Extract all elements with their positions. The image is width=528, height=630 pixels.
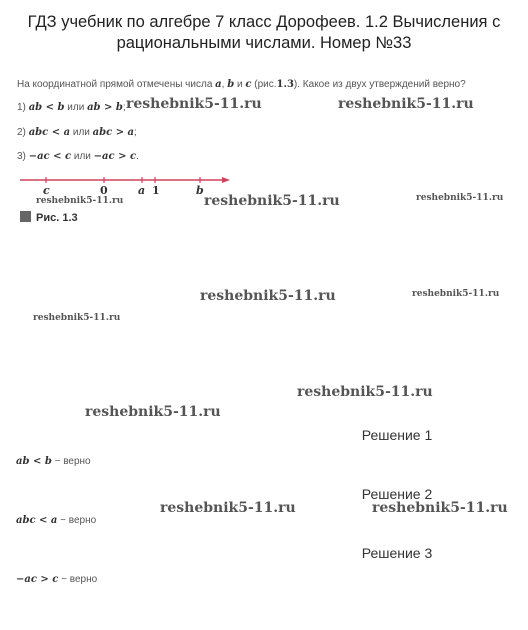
watermark: reshebnik5-11.ru [126,96,262,112]
solution-3-answer [16,574,97,585]
solution-2-heading: Решение 2 [361,486,433,502]
solution-3-heading: Решение 3 [361,545,433,561]
answer-expr: −ac > c [16,574,59,585]
item-end: ; [134,127,137,138]
problem-item-3 [17,151,139,162]
watermark: reshebnik5-11.ru [33,313,121,323]
solution-1-heading: Решение 1 [361,427,433,443]
comma: , [221,79,225,90]
item-right-expr: ab > b [87,102,123,113]
watermark: reshebnik5-11.ru [36,196,124,206]
watermark: reshebnik5-11.ru [412,289,500,299]
or-word: или [67,102,85,113]
label-c: c [43,184,50,197]
var-c: c [245,79,252,90]
label-b: b [196,184,204,197]
watermark: reshebnik5-11.ru [372,500,508,516]
watermark: reshebnik5-11.ru [297,384,433,400]
item-left-expr: ab < b [28,102,65,113]
item-left-expr: abc < a [28,127,71,138]
answer-expr: ab < b [16,456,52,467]
figure-caption [20,211,78,224]
intro-question: ). Какое из двух утверждений верно? [293,79,466,90]
solution-2-answer [16,515,96,526]
watermark: reshebnik5-11.ru [204,193,340,209]
intro-text: На координатной прямой отмечены числа [17,79,213,90]
item-end: ; [122,102,126,113]
item-number: 1) [17,102,26,113]
fig-ref: (рис. [254,79,277,90]
label-1: 1 [152,184,160,197]
or-word: или [72,127,90,138]
label-a: a [138,184,146,197]
answer-verdict: − верно [60,515,97,526]
item-end: . [136,151,139,162]
var-b: b [227,79,235,90]
item-number: 3) [17,151,26,162]
solution-1-answer [16,456,91,467]
and-word: и [237,79,243,90]
watermark: reshebnik5-11.ru [416,193,504,203]
watermark: reshebnik5-11.ru [338,96,474,112]
answer-verdict: − верно [61,574,98,585]
watermark: reshebnik5-11.ru [85,404,221,420]
problem-item-2 [17,127,137,138]
answer-expr: abc < a [16,515,58,526]
caption-text: Рис. 1.3 [36,212,78,224]
fig-ref-number: 1.3 [276,79,294,90]
watermark: reshebnik5-11.ru [160,500,296,516]
watermark: reshebnik5-11.ru [200,288,336,304]
or-word: или [73,151,91,162]
item-right-expr: −ac > c [93,151,137,162]
problem-intro [17,79,466,90]
answer-verdict: − верно [54,456,91,467]
var-a: a [215,79,222,90]
label-0: 0 [100,184,108,197]
item-number: 2) [17,127,26,138]
axis-arrow [222,177,230,183]
page-title: ГДЗ учебник по алгебре 7 класс Дорофеев. 1.2 Вычисления с рациональными числами. Номер №33 [27,13,501,52]
item-left-expr: −ac < c [28,151,72,162]
problem-item-1 [17,102,126,113]
item-right-expr: abc > a [92,127,135,138]
caption-marker [20,211,31,222]
